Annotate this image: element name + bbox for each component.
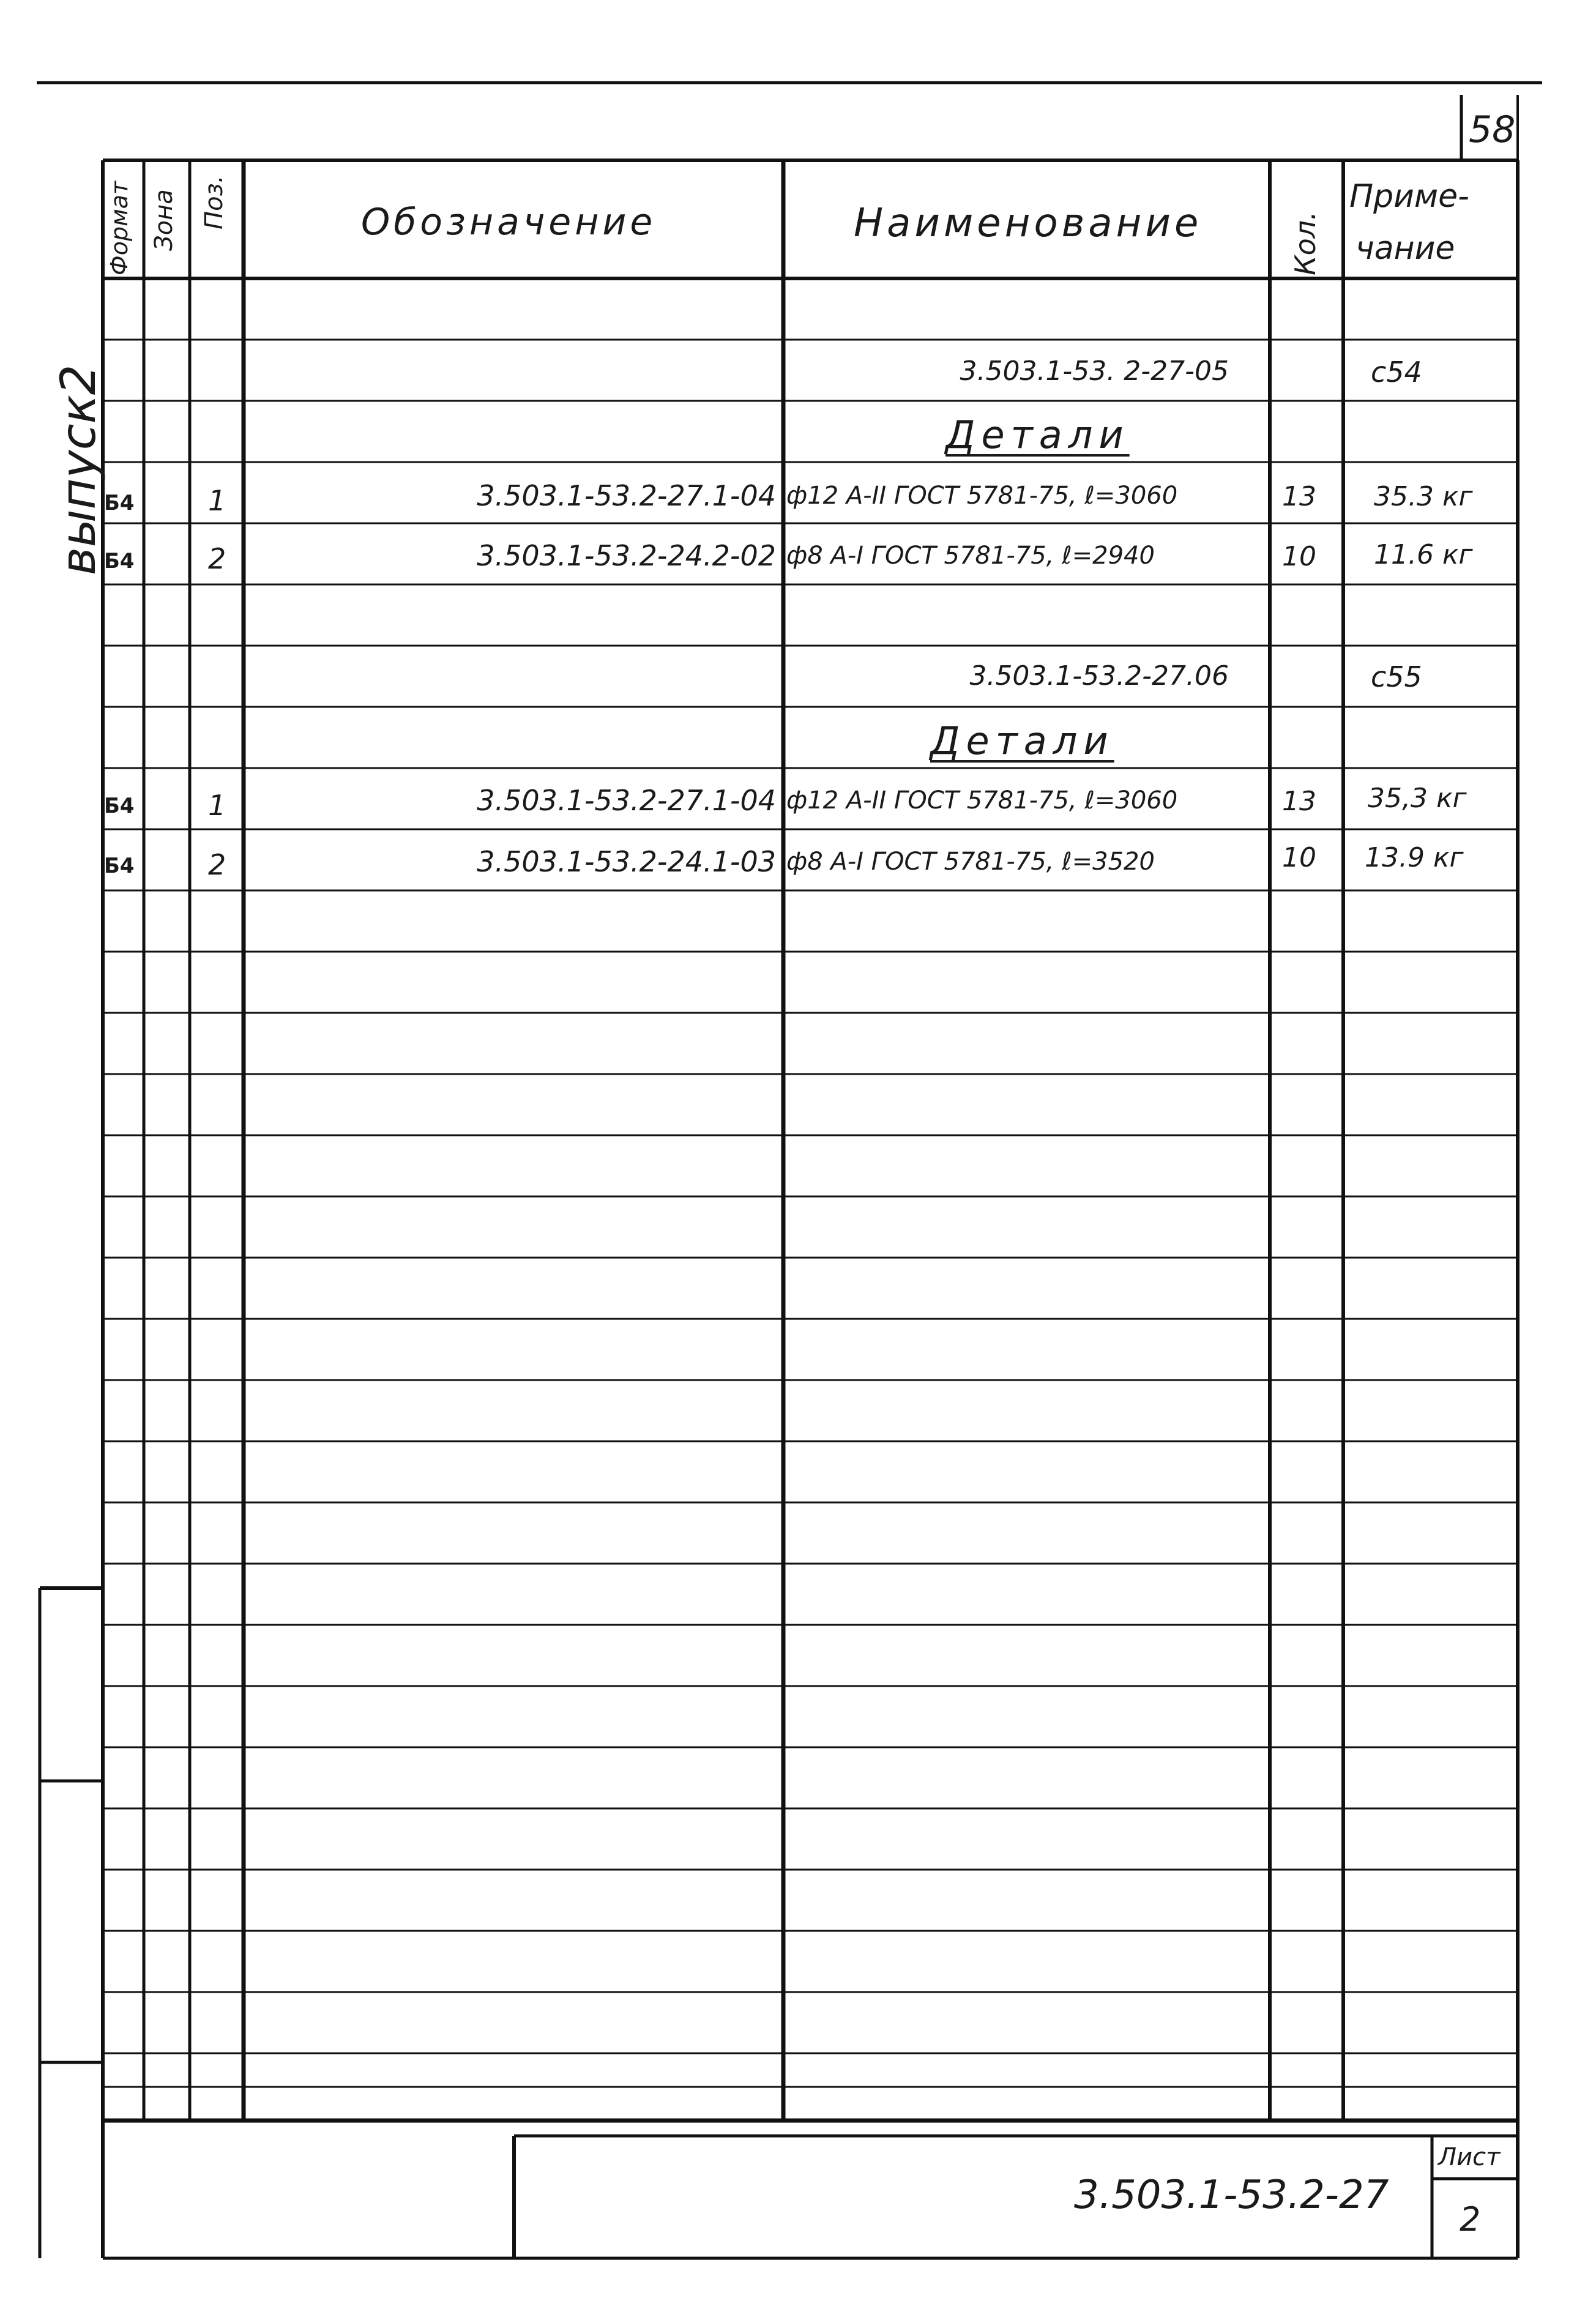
cell-designation: 3.503.1-53.2-24.1-03	[477, 845, 776, 878]
section-title: Детали	[930, 718, 1114, 763]
cell-name: ф8 А-I ГОСТ 5781-75, ℓ=3520	[786, 848, 1155, 876]
assembly-note: с55	[1371, 660, 1422, 693]
assembly-designation: 3.503.1-53.2-27.06	[969, 660, 1229, 692]
cell-note: 35,3 кг	[1368, 783, 1467, 814]
assembly-designation: 3.503.1-53. 2-27-05	[960, 356, 1229, 387]
cell-designation: 3.503.1-53.2-27.1-04	[477, 784, 776, 817]
cell-pos: 2	[208, 848, 226, 881]
cell-qty: 10	[1282, 541, 1316, 572]
sheet-label: Лист	[1438, 2143, 1501, 2171]
side-label: выпуск2	[51, 364, 106, 575]
header-note-line1: Приме-	[1349, 178, 1469, 215]
cell-name: ф8 А-I ГОСТ 5781-75, ℓ=2940	[786, 542, 1155, 570]
cell-note: 13.9 кг	[1365, 842, 1464, 873]
cell-note: 35.3 кг	[1374, 481, 1473, 512]
cell-format: Б4	[104, 854, 135, 878]
header-zone: Зона	[150, 189, 178, 251]
cell-qty: 10	[1282, 842, 1316, 873]
cell-note: 11.6 кг	[1374, 539, 1473, 570]
header-pos: Поз.	[200, 175, 228, 229]
cell-format: Б4	[104, 549, 135, 573]
header-designation: Обозначение	[361, 201, 657, 244]
header-note-line2: чание	[1355, 230, 1455, 267]
cell-qty: 13	[1282, 786, 1316, 817]
cell-name: ф12 А-II ГОСТ 5781-75, ℓ=3060	[786, 482, 1178, 510]
document-code: 3.503.1-53.2-27	[1074, 2173, 1389, 2218]
sheet-number-top: 58	[1469, 108, 1516, 151]
cell-designation: 3.503.1-53.2-27.1-04	[477, 479, 776, 512]
header-format: Формат	[106, 181, 133, 275]
cell-pos: 1	[208, 789, 226, 822]
assembly-note: с54	[1371, 356, 1422, 389]
cell-designation: 3.503.1-53.2-24.2-02	[477, 539, 776, 572]
header-qty: Кол.	[1289, 211, 1322, 275]
cell-format: Б4	[104, 491, 135, 515]
cell-pos: 2	[208, 542, 226, 575]
cell-format: Б4	[104, 794, 135, 818]
sheet-number: 2	[1460, 2200, 1481, 2239]
header-name: Наименование	[854, 201, 1203, 246]
cell-pos: 1	[208, 484, 226, 517]
section-title: Детали	[945, 412, 1130, 457]
cell-qty: 13	[1282, 481, 1316, 512]
cell-name: ф12 А-II ГОСТ 5781-75, ℓ=3060	[786, 786, 1178, 815]
